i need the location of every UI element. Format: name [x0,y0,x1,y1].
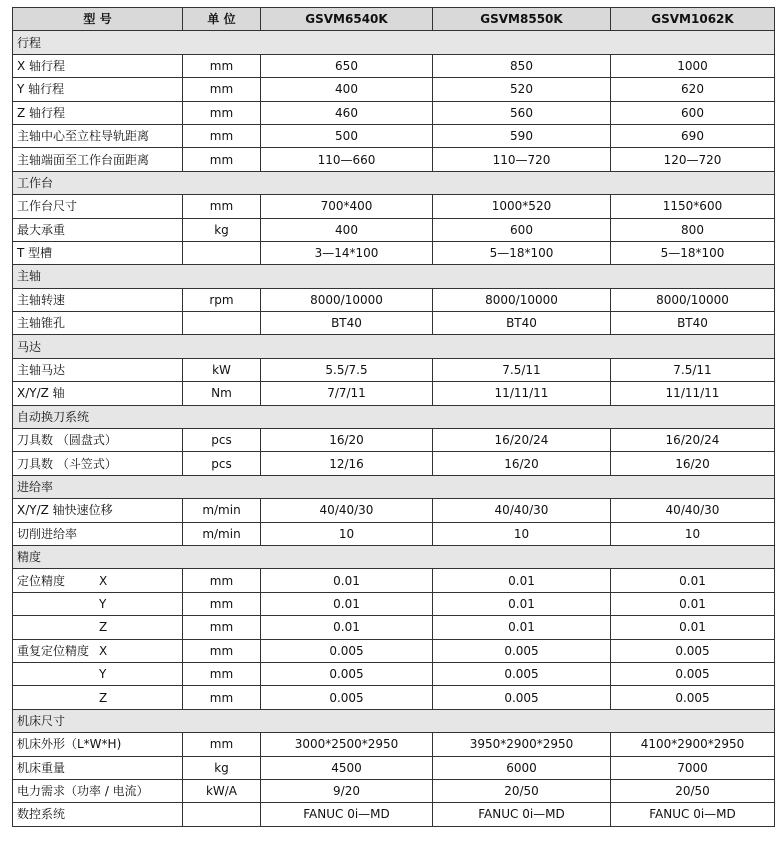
value-cell-model-3: 600 [611,101,775,124]
spec-name-cell: X/Y/Z 轴快速位移 [13,499,183,522]
spec-name-cell: T 型槽 [13,241,183,264]
value-cell-model-3: 0.01 [611,616,775,639]
section-row [13,545,775,568]
spec-name-cell: 电力需求（功率 / 电流） [13,779,183,802]
unit-cell: kg [183,756,261,779]
table-row [13,382,775,405]
value-cell-model-2: 3950*2900*2950 [433,733,611,756]
table-row [13,803,775,826]
value-cell-model-3: 0.005 [611,639,775,662]
table-row [13,218,775,241]
value-cell-model-3: 5—18*100 [611,241,775,264]
spec-name-cell: 机床重量 [13,756,183,779]
value-cell-model-1: 0.01 [261,616,433,639]
value-cell-model-3: 8000/10000 [611,288,775,311]
value-cell-model-2: 0.005 [433,686,611,709]
value-cell-model-2: 20/50 [433,779,611,802]
table-row [13,241,775,264]
spec-name-cell: 主轴转速 [13,288,183,311]
value-cell-model-2: 0.005 [433,639,611,662]
value-cell-model-3: 7000 [611,756,775,779]
value-cell-model-2: 600 [433,218,611,241]
unit-cell: Nm [183,382,261,405]
value-cell-model-3: 16/20/24 [611,429,775,452]
value-cell-model-1: 650 [261,54,433,77]
axis-label: Z [99,620,108,635]
table-row [13,733,775,756]
header-unit: 单 位 [183,8,261,31]
value-cell-model-1: 9/20 [261,779,433,802]
table-row [13,452,775,475]
spec-name-cell: X 轴行程 [13,54,183,77]
table-row [13,522,775,545]
value-cell-model-2: 5—18*100 [433,241,611,264]
table-row [13,756,775,779]
value-cell-model-3: 620 [611,78,775,101]
section-title: 机床尺寸 [13,709,775,732]
unit-cell: mm [183,195,261,218]
value-cell-model-3: 11/11/11 [611,382,775,405]
unit-cell: mm [183,148,261,171]
value-cell-model-3: 1000 [611,54,775,77]
value-cell-model-1: FANUC 0i—MD [261,803,433,826]
table-row [13,78,775,101]
unit-cell: mm [183,54,261,77]
section-title: 进给率 [13,475,775,498]
unit-cell [183,803,261,826]
table-row [13,429,775,452]
axis-label: X [99,643,108,658]
value-cell-model-1: 500 [261,124,433,147]
value-cell-model-2: 850 [433,54,611,77]
section-title: 自动换刀系统 [13,405,775,428]
value-cell-model-2: 0.01 [433,592,611,615]
value-cell-model-2: 8000/10000 [433,288,611,311]
unit-cell: mm [183,733,261,756]
table-row [13,686,775,709]
value-cell-model-1: 0.01 [261,592,433,615]
spec-name-cell [13,569,183,592]
value-cell-model-1: 700*400 [261,195,433,218]
spec-name-cell: 刀具数 （圆盘式） [13,429,183,452]
table-row [13,779,775,802]
header-model-1: GSVM6540K [261,8,433,31]
value-cell-model-3: 0.01 [611,592,775,615]
spec-name-cell: X/Y/Z 轴 [13,382,183,405]
value-cell-model-2: 560 [433,101,611,124]
unit-cell: mm [183,78,261,101]
spec-name-cell: 主轴锥孔 [13,312,183,335]
section-row [13,171,775,194]
section-row [13,31,775,54]
axis-label: Y [99,667,107,682]
value-cell-model-1: 40/40/30 [261,499,433,522]
section-row [13,709,775,732]
spec-name: 定位精度 [17,573,66,588]
section-row [13,405,775,428]
unit-cell: mm [183,124,261,147]
table-row [13,639,775,662]
table-row [13,54,775,77]
value-cell-model-2: 7.5/11 [433,358,611,381]
unit-cell: kg [183,218,261,241]
value-cell-model-3: 40/40/30 [611,499,775,522]
value-cell-model-1: 460 [261,101,433,124]
value-cell-model-1: 400 [261,78,433,101]
value-cell-model-1: 0.005 [261,686,433,709]
value-cell-model-2: 40/40/30 [433,499,611,522]
unit-cell: mm [183,662,261,685]
value-cell-model-3: 800 [611,218,775,241]
section-title: 主轴 [13,265,775,288]
table-row [13,662,775,685]
spec-name-cell: 切削进给率 [13,522,183,545]
table-row [13,499,775,522]
spec-name: 重复定位精度 [17,643,90,658]
value-cell-model-3: 690 [611,124,775,147]
section-row [13,475,775,498]
spec-name-cell: 机床外形（L*W*H) [13,733,183,756]
unit-cell: mm [183,569,261,592]
table-row [13,592,775,615]
section-title: 行程 [13,31,775,54]
value-cell-model-1: 3000*2500*2950 [261,733,433,756]
unit-cell: mm [183,101,261,124]
header-model-3: GSVM1062K [611,8,775,31]
table-row [13,124,775,147]
table-row [13,148,775,171]
spec-name-cell [13,616,183,639]
section-title: 马达 [13,335,775,358]
value-cell-model-2: 1000*520 [433,195,611,218]
value-cell-model-1: 16/20 [261,429,433,452]
spec-name-cell [13,662,183,685]
spec-name-cell: 主轴端面至工作台面距离 [13,148,183,171]
value-cell-model-1: 10 [261,522,433,545]
table-header-row [13,8,775,31]
value-cell-model-1: 0.005 [261,662,433,685]
value-cell-model-1: 7/7/11 [261,382,433,405]
spec-name-cell: 最大承重 [13,218,183,241]
unit-cell: mm [183,639,261,662]
spec-name-cell [13,686,183,709]
axis-label: Y [99,596,107,611]
header-model-2: GSVM8550K [433,8,611,31]
value-cell-model-1: 8000/10000 [261,288,433,311]
value-cell-model-3: 7.5/11 [611,358,775,381]
spec-name-cell: 刀具数 （斗笠式） [13,452,183,475]
spec-name-cell [13,639,183,662]
spec-table [12,7,775,827]
value-cell-model-3: 10 [611,522,775,545]
section-title: 工作台 [13,171,775,194]
table-row [13,101,775,124]
value-cell-model-2: 0.01 [433,569,611,592]
unit-cell [183,312,261,335]
unit-cell: mm [183,592,261,615]
value-cell-model-2: FANUC 0i—MD [433,803,611,826]
value-cell-model-1: 400 [261,218,433,241]
unit-cell: rpm [183,288,261,311]
value-cell-model-2: BT40 [433,312,611,335]
section-title: 精度 [13,545,775,568]
axis-label: X [99,573,108,588]
value-cell-model-1: 0.005 [261,639,433,662]
value-cell-model-2: 16/20/24 [433,429,611,452]
value-cell-model-2: 520 [433,78,611,101]
value-cell-model-1: BT40 [261,312,433,335]
table-row [13,358,775,381]
axis-label: Z [99,690,108,705]
spec-name-cell: 主轴中心至立柱导轨距离 [13,124,183,147]
spec-name-cell [13,592,183,615]
spec-name-cell: Z 轴行程 [13,101,183,124]
unit-cell: m/min [183,522,261,545]
table-body [13,31,775,826]
value-cell-model-2: 11/11/11 [433,382,611,405]
value-cell-model-3: 4100*2900*2950 [611,733,775,756]
table-row [13,195,775,218]
value-cell-model-2: 0.005 [433,662,611,685]
value-cell-model-1: 12/16 [261,452,433,475]
value-cell-model-3: 120—720 [611,148,775,171]
value-cell-model-3: 16/20 [611,452,775,475]
unit-cell: kW/A [183,779,261,802]
unit-cell [183,241,261,264]
value-cell-model-2: 10 [433,522,611,545]
value-cell-model-2: 6000 [433,756,611,779]
section-row [13,265,775,288]
unit-cell: kW [183,358,261,381]
unit-cell: m/min [183,499,261,522]
section-row [13,335,775,358]
spec-name-cell: 主轴马达 [13,358,183,381]
unit-cell: pcs [183,429,261,452]
spec-name-cell: Y 轴行程 [13,78,183,101]
table-row [13,569,775,592]
spec-name-cell: 工作台尺寸 [13,195,183,218]
value-cell-model-3: 1150*600 [611,195,775,218]
value-cell-model-1: 110—660 [261,148,433,171]
value-cell-model-1: 0.01 [261,569,433,592]
value-cell-model-3: 20/50 [611,779,775,802]
value-cell-model-1: 5.5/7.5 [261,358,433,381]
value-cell-model-1: 4500 [261,756,433,779]
value-cell-model-3: FANUC 0i—MD [611,803,775,826]
value-cell-model-3: BT40 [611,312,775,335]
unit-cell: mm [183,686,261,709]
value-cell-model-1: 3—14*100 [261,241,433,264]
unit-cell: pcs [183,452,261,475]
unit-cell: mm [183,616,261,639]
value-cell-model-2: 590 [433,124,611,147]
spec-name-cell: 数控系统 [13,803,183,826]
table-row [13,312,775,335]
table-row [13,616,775,639]
value-cell-model-2: 110—720 [433,148,611,171]
header-model: 型 号 [13,8,183,31]
value-cell-model-2: 0.01 [433,616,611,639]
value-cell-model-3: 0.005 [611,686,775,709]
value-cell-model-3: 0.01 [611,569,775,592]
table-row [13,288,775,311]
value-cell-model-2: 16/20 [433,452,611,475]
value-cell-model-3: 0.005 [611,662,775,685]
